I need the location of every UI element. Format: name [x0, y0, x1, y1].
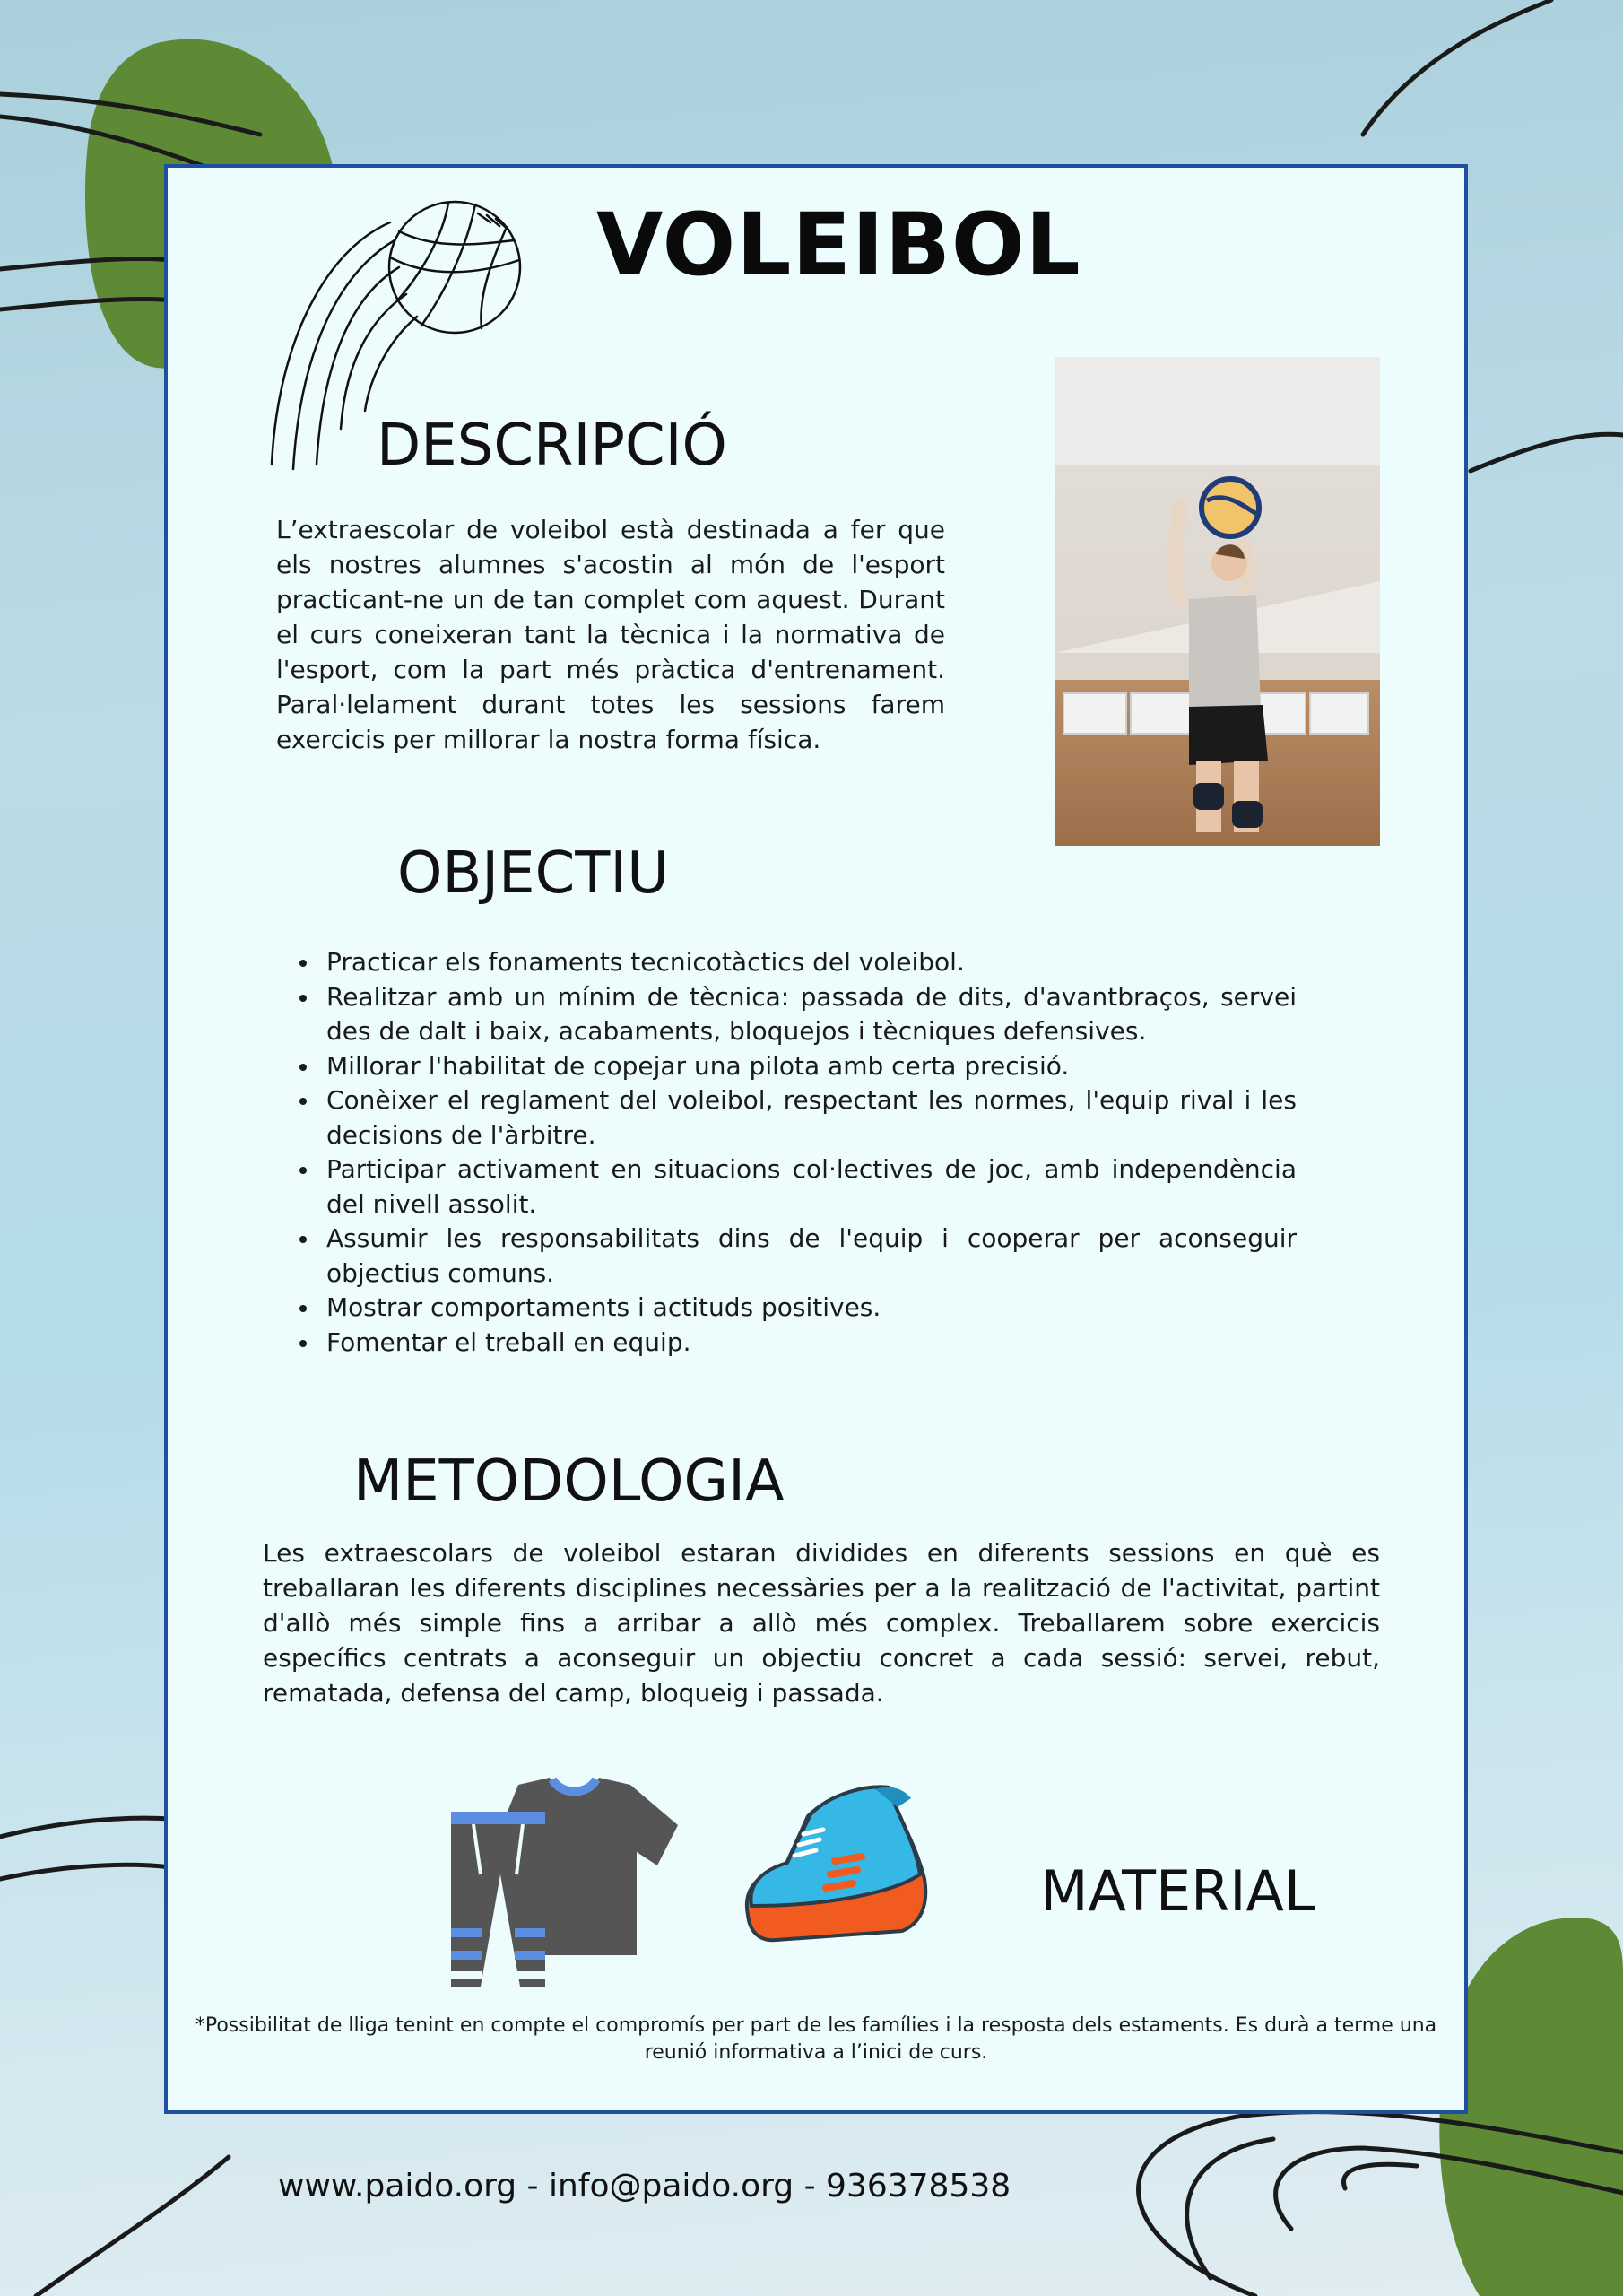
list-item: Mostrar comportaments i actituds positives. [326, 1291, 1297, 1326]
list-item: Millorar l'habilitat de copejar una pilota amb certa precisió. [326, 1049, 1297, 1084]
volleyball-player-photo [1055, 357, 1380, 846]
objective-heading: OBJECTIU [397, 840, 670, 907]
page-title: VOLEIBOL [596, 195, 1081, 295]
material-heading: MATERIAL [1040, 1858, 1315, 1924]
list-item: Assumir les responsabilitats dins de l'equip i cooperar per aconseguir objectius comuns. [326, 1222, 1297, 1291]
contact-footer: www.paido.org - info@paido.org - 936378538 [278, 2168, 1011, 2205]
list-item: Fomentar el treball en equip. [326, 1326, 1297, 1361]
description-heading: DESCRIPCIÓ [377, 413, 727, 479]
sportswear-icon [447, 1776, 680, 2005]
list-item: Conèixer el reglament del voleibol, respectant les normes, l'equip rival i les decisions de l'àrbitre. [326, 1083, 1297, 1152]
list-item: Participar activament en situacions col·lectives de joc, amb independència del nivell assolit. [326, 1152, 1297, 1222]
sneaker-icon [741, 1780, 931, 1944]
methodology-text: Les extraescolars de voleibol estaran dividides en diferents sessions en què es treballaran les diferents disciplines necessàries per a la realització de l'activitat, partint d'allò més simple fins a arribar a allò més complex. Treballarem sobre exercicis específics centrats a aconseguir un objectiu concret a cada sessió: servei, rebut, rematada, defensa del camp, bloqueig i passada. [263, 1538, 1380, 1708]
methodology-heading: METODOLOGIA [353, 1448, 785, 1515]
list-item: Realitzar amb un mínim de tècnica: passada de dits, d'avantbraços, servei des de dalt i baix, acabaments, bloquejos i tècniques defensives. [326, 980, 1297, 1049]
description-text: L’extraescolar de voleibol està destinada a fer que els nostres alumnes s'acostin al món de l'esport practicant-ne un de tan complet com aquest. Durant el curs coneixeran tant la tècnica i la normativa de l'esport, com la part més pràctica d'entrenament. Paral·lelament durant totes les sessions farem exercicis per millorar la nostra forma física. [276, 515, 945, 754]
objectives-list [296, 945, 1297, 1360]
league-note: *Possibilitat de lliga tenint en compte el compromís per part de les famílies i la resposta dels estaments. Es durà a terme una reunió informativa a l’inici de curs. [195, 2014, 1437, 2064]
list-item: Practicar els fonaments tecnicotàctics del voleibol. [326, 945, 1297, 980]
